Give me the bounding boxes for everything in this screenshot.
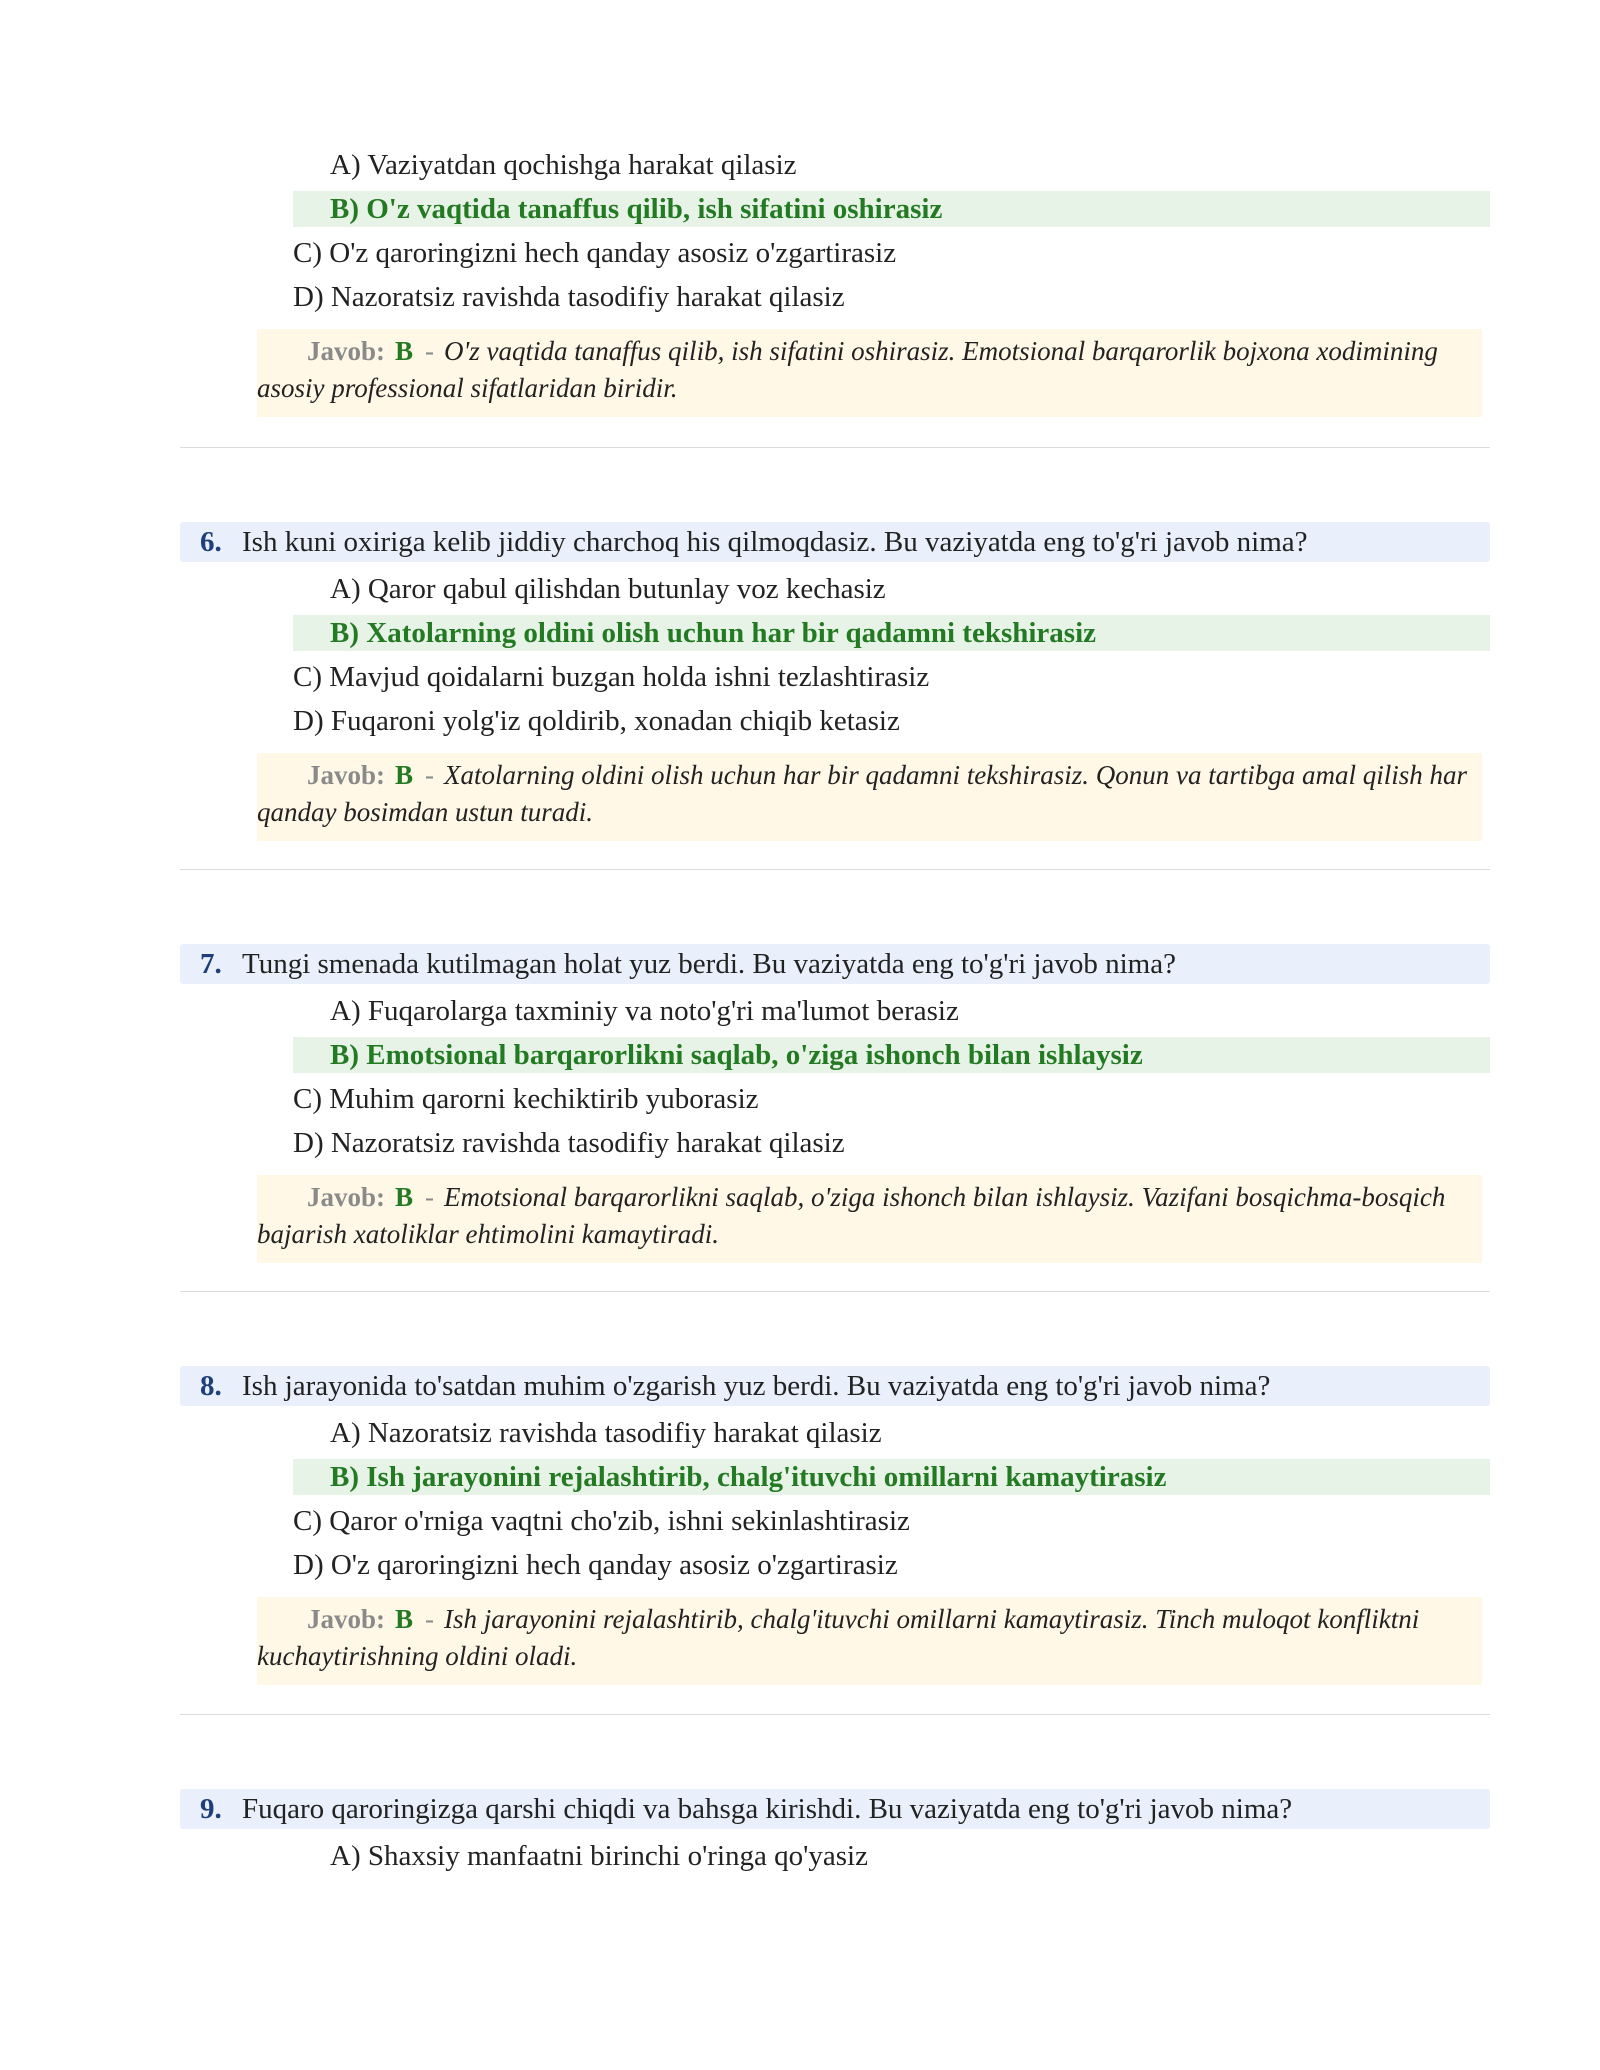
answer-letter: B (395, 336, 414, 366)
question-number: 8. (200, 1370, 222, 1402)
option-a: A) Nazoratsiz ravishda tasodifiy harakat qilasiz (330, 1417, 882, 1449)
answer-letter: B (395, 760, 414, 790)
question-7 (180, 944, 1490, 1263)
divider (180, 1714, 1490, 1715)
question-header (180, 1366, 1490, 1406)
question-number: 9. (200, 1793, 222, 1825)
question-number: 6. (200, 526, 222, 558)
option-b-correct: B) Emotsional barqarorlikni saqlab, o'ziga ishonch bilan ishlaysiz (293, 1037, 1490, 1073)
answer-label: Javob: (307, 1604, 386, 1634)
question-text: Fuqaro qaroringizga qarshi chiqdi va bahsga kirishdi. Bu vaziyatda eng to'g'ri javob nima? (242, 1793, 1293, 1825)
option-d: D) O'z qaroringizni hech qanday asosiz o'zgartirasiz (293, 1549, 898, 1581)
option-d: D) Nazoratsiz ravishda tasodifiy harakat qilasiz (293, 1127, 845, 1159)
answer-letter: B (395, 1604, 414, 1634)
option-b-correct: B) O'z vaqtida tanaffus qilib, ish sifatini oshirasiz (293, 191, 1490, 227)
answer-box (257, 1175, 1482, 1263)
question-6 (180, 522, 1490, 841)
answer-explanation: O'z vaqtida tanaffus qilib, ish sifatini oshirasiz. Emotsional barqarorlik bojxona xodimining asosiy professional sifatlaridan biridir. (257, 336, 1438, 403)
question-header (180, 522, 1490, 562)
answer-letter: B (395, 1182, 414, 1212)
option-a: A) Fuqarolarga taxminiy va noto'g'ri ma'lumot berasiz (330, 995, 959, 1027)
question-number: 7. (200, 948, 222, 980)
answer-label: Javob: (307, 336, 386, 366)
answer-dash: - (425, 336, 435, 366)
answer-dash: - (425, 1604, 435, 1634)
option-d: D) Fuqaroni yolg'iz qoldirib, xonadan chiqib ketasiz (293, 705, 900, 737)
question-header (180, 1789, 1490, 1829)
option-c: C) O'z qaroringizni hech qanday asosiz o'zgartirasiz (293, 237, 897, 269)
question-text: Ish jarayonida to'satdan muhim o'zgarish yuz berdi. Bu vaziyatda eng to'g'ri javob nima? (242, 1370, 1271, 1402)
answer-explanation: Ish jarayonini rejalashtirib, chalg'ituvchi omillarni kamaytirasiz. Tinch muloqot konfliktni kuchaytirishning oldini oladi. (257, 1604, 1420, 1671)
answer-dash: - (425, 760, 435, 790)
answer-explanation: Xatolarning oldini olish uchun har bir qadamni tekshirasiz. Qonun va tartibga amal qilish har qanday bosimdan ustun turadi. (257, 760, 1468, 827)
answer-label: Javob: (307, 1182, 386, 1212)
divider (180, 1291, 1490, 1292)
option-c: C) Mavjud qoidalarni buzgan holda ishni tezlashtirasiz (293, 661, 930, 693)
question-text: Ish kuni oxiriga kelib jiddiy charchoq his qilmoqdasiz. Bu vaziyatda eng to'g'ri javob nima? (242, 526, 1308, 558)
option-a: A) Shaxsiy manfaatni birinchi o'ringa qo'yasiz (330, 1840, 868, 1872)
option-c: C) Qaror o'rniga vaqtni cho'zib, ishni sekinlashtirasiz (293, 1505, 910, 1537)
divider (180, 447, 1490, 448)
option-c: C) Muhim qarorni kechiktirib yuborasiz (293, 1083, 759, 1115)
option-d: D) Nazoratsiz ravishda tasodifiy harakat qilasiz (293, 281, 845, 313)
option-a: A) Qaror qabul qilishdan butunlay voz kechasiz (330, 573, 886, 605)
divider (180, 869, 1490, 870)
answer-box (257, 1597, 1482, 1685)
option-b-correct: B) Xatolarning oldini olish uchun har bir qadamni tekshirasiz (293, 615, 1490, 651)
answer-label: Javob: (307, 760, 386, 790)
question-header (180, 944, 1490, 984)
question-8 (180, 1366, 1490, 1685)
option-a: A) Vaziyatdan qochishga harakat qilasiz (330, 149, 797, 181)
answer-explanation: Emotsional barqarorlikni saqlab, o'ziga ishonch bilan ishlaysiz. Vazifani bosqichma-bosqich bajarish xatoliklar ehtimolini kamaytiradi. (257, 1182, 1446, 1249)
answer-dash: - (425, 1182, 435, 1212)
option-b-correct: B) Ish jarayonini rejalashtirib, chalg'ituvchi omillarni kamaytirasiz (293, 1459, 1490, 1495)
answer-box (257, 329, 1482, 417)
question-5-continuation (180, 143, 1490, 417)
question-9 (180, 1789, 1490, 1878)
question-text: Tungi smenada kutilmagan holat yuz berdi. Bu vaziyatda eng to'g'ri javob nima? (242, 948, 1176, 980)
answer-box (257, 753, 1482, 841)
